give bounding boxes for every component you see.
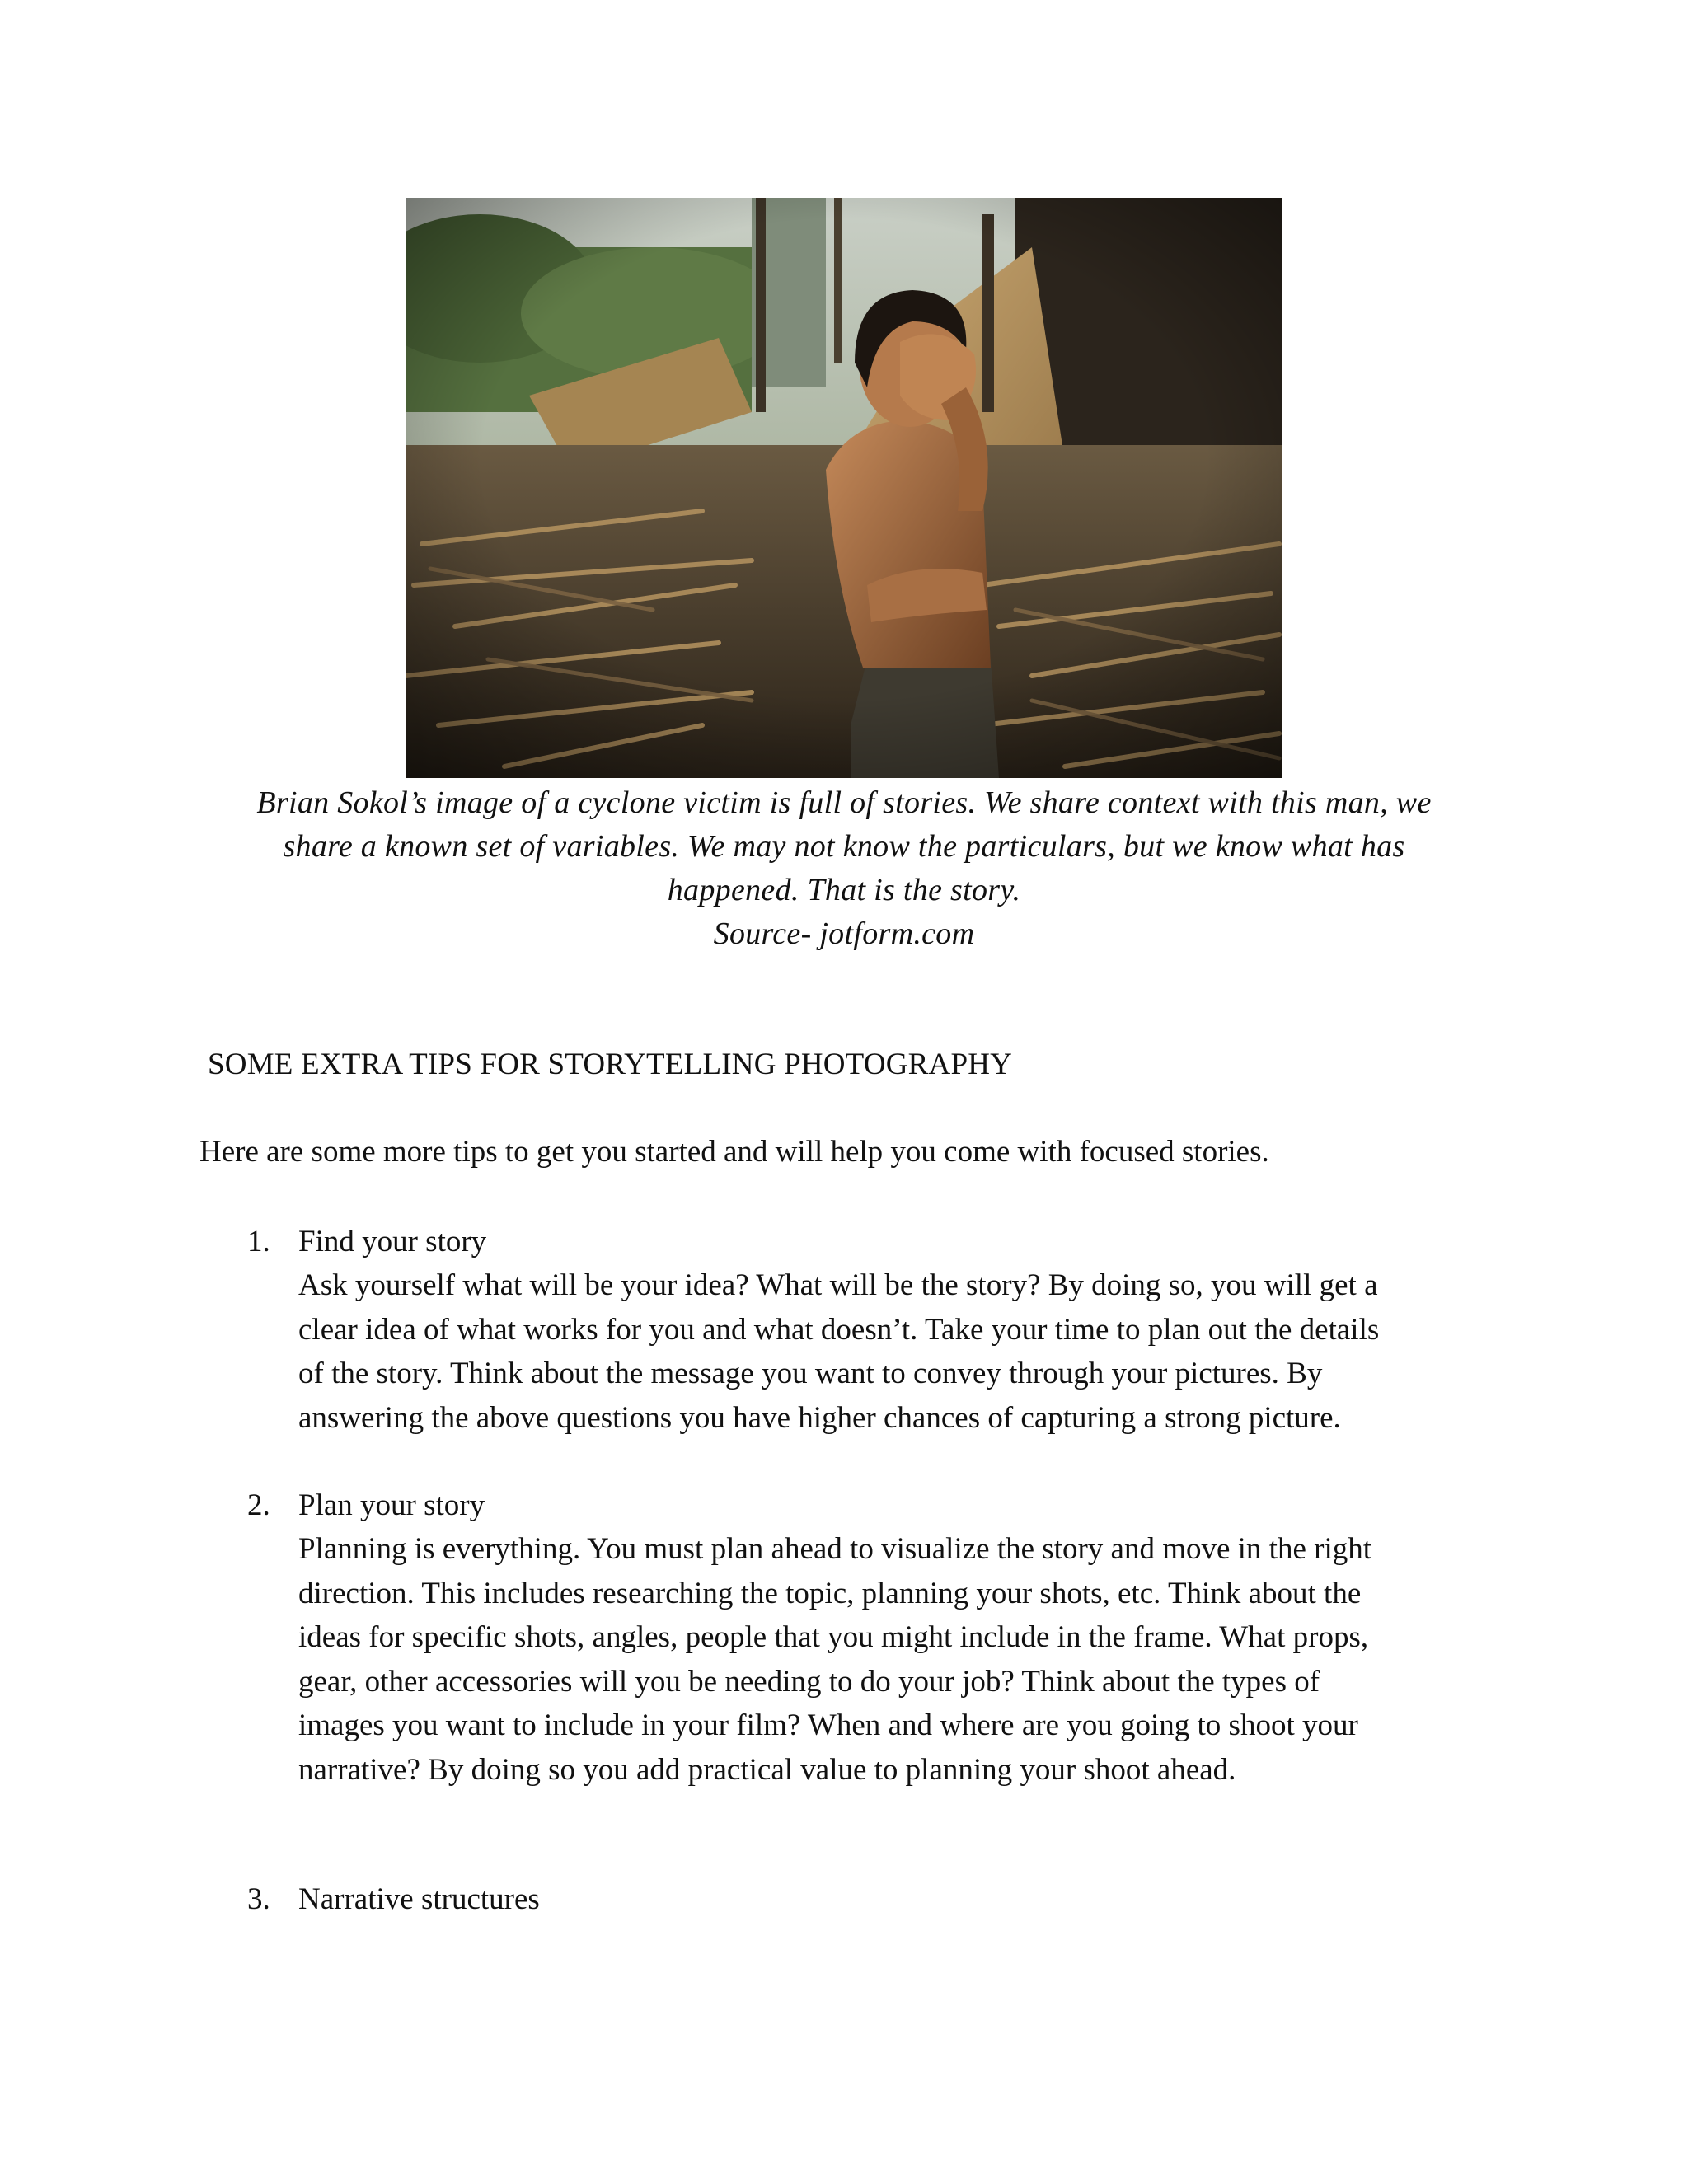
list-item-title: Find your story — [298, 1225, 487, 1258]
section-heading: SOME EXTRA TIPS FOR STORYTELLING PHOTOGRAPHY — [208, 1047, 1013, 1081]
caption-line: share a known set of variables. We may not know the particulars, but we know what has — [283, 829, 1405, 864]
caption-source: Source- jotform.com — [713, 916, 975, 951]
body-line: of the story. Think about the message you want to convey through your pictures. By — [298, 1357, 1323, 1390]
list-item-body — [298, 1263, 1477, 1440]
caption-line: Brian Sokol’s image of a cyclone victim is full of stories. We share context with this man, we — [256, 785, 1432, 820]
body-line: answering the above questions you have higher chances of capturing a strong picture. — [298, 1400, 1341, 1435]
body-line: clear idea of what works for you and what doesn’t. Take your time to plan out the details — [298, 1312, 1380, 1347]
body-line: gear, other accessories will you be needing to do your job? Think about the types of — [298, 1664, 1320, 1699]
section-intro: Here are some more tips to get you started and will help you come with focused stories. — [199, 1135, 1269, 1169]
list-item-title: Plan your story — [298, 1488, 485, 1522]
body-line: images you want to include in your film? When and where are you going to shoot your — [298, 1708, 1358, 1742]
body-line: narrative? By doing so you add practical value to planning your shoot ahead. — [298, 1752, 1236, 1787]
list-item-number: 2. — [247, 1488, 270, 1522]
list-item-number: 1. — [247, 1225, 270, 1258]
cyclone-victim-photo — [406, 198, 1282, 778]
body-line: Ask yourself what will be your idea? What will be the story? By doing so, you will get a — [298, 1268, 1378, 1302]
body-line: Planning is everything. You must plan ahead to visualize the story and move in the right — [298, 1532, 1372, 1566]
list-item-number: 3. — [247, 1882, 270, 1916]
list-item-body — [298, 1527, 1477, 1792]
photo-caption — [198, 781, 1490, 956]
list-item-title: Narrative structures — [298, 1882, 540, 1916]
body-line: direction. This includes researching the topic, planning your shots, etc. Think about the — [298, 1576, 1362, 1610]
body-line: ideas for specific shots, angles, people that you might include in the frame. What props, — [298, 1620, 1369, 1654]
caption-line: happened. That is the story. — [667, 873, 1021, 907]
